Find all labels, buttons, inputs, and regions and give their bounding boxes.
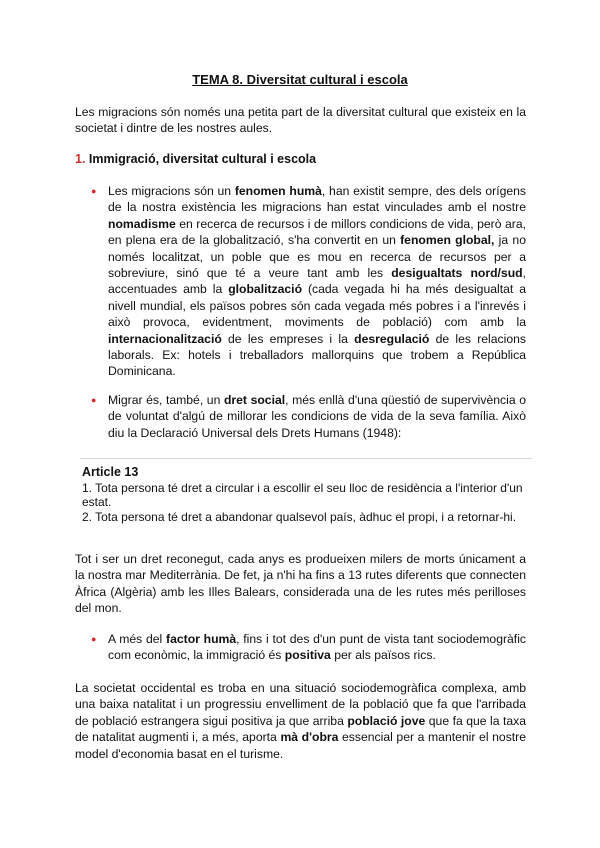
text-run: essencial per a mantenir el nostre model d'economia basat en el turisme.	[75, 730, 527, 761]
bold-run: fenomen global,	[400, 233, 495, 248]
article-13-excerpt	[80, 458, 532, 527]
article-line-2: 2. Tota persona té dret a abandonar qualsevol país, àdhuc el propi, i a retornar-hi.	[82, 510, 517, 524]
text-run: ja no només localitzat, un poble que es mou en recerca de recursos per a sobreviure, sinó que té a veure tant amb les	[108, 233, 526, 281]
bullet-paragraph-3	[108, 631, 526, 664]
bullet-paragraph-1	[108, 183, 526, 380]
bold-run: dret social	[223, 393, 286, 407]
bullet-icon: ●	[91, 186, 97, 196]
section-1-title: Immigració, diversitat cultural i escola	[88, 152, 317, 166]
bold-run: població jove	[347, 713, 426, 728]
text-run: en recerca de recursos i de millors condicions de vida, però ara, en plena era de la globalització, s'ha convertit en un	[108, 216, 526, 248]
text-run: , més enllà d'una qüestió de supervivència o de voluntat d'algú de millorar les condicions de vida de la seva família. Això diu la Declaració Universal dels Drets Humans (1948):	[108, 393, 526, 440]
article-title: Article 13	[82, 465, 139, 479]
section-1-number: 1.	[75, 152, 86, 166]
bold-run: nomadisme	[108, 216, 176, 231]
article-line-1: 1. Tota persona té dret a circular i a escollir el seu lloc de residència a l'interior d'un estat.	[82, 481, 523, 509]
document-title: TEMA 8. Diversitat cultural i escola	[192, 72, 408, 87]
text-run: La societat occidental es troba en una situació sociodemogràfica complexa, amb una baixa natalitat i un progressiu envelliment de la població que fa que l'arribada de població estrangera sigui positiva ja que arriba	[75, 681, 526, 728]
bold-run: positiva	[284, 648, 331, 663]
text-run: que fa que la taxa de natalitat augmenti i, a més, aporta	[75, 713, 526, 745]
bold-run: factor humà	[166, 632, 237, 646]
text-run: , fins i tot des d'un punt de vista tant sociodemogràfic com econòmic, la immigració és	[108, 632, 526, 663]
paragraph-2: Tot i ser un dret reconegut, cada anys es produeixen milers de morts únicament a la nostra mar Mediterrània. De fet, ja n'hi ha fins a 13 rutes diferents que connecten Àfrica (Algèria) amb les Illes Balears, considerada una de les rutes més perilloses del mon.	[75, 552, 526, 616]
paragraph-3	[75, 680, 526, 762]
text-run: A més del	[108, 632, 167, 646]
text-run: , accentuades amb la	[108, 266, 526, 297]
intro-paragraph: Les migracions són només una petita part de la diversitat cultural que existeix en la societat i dintre de les nostres aules.	[75, 105, 526, 136]
bold-run: globalització	[228, 282, 303, 297]
bullet-paragraph-2	[108, 392, 526, 441]
text-run: per als països rics.	[330, 648, 436, 663]
text-run: de les empreses i la	[221, 331, 355, 346]
bold-run: desigualtats nord/sud	[391, 266, 523, 281]
text-run: (cada vegada hi ha més desigualtat a nivell mundial, els països pobres són cada vegada més pobres i a l'inrevés i això provoca, evidentment, moviments de població) com amb la	[108, 282, 527, 330]
text-run: , han existit sempre, des dels orígens de la nostra existència les migracions han estat vinculades amb el nostre	[108, 184, 527, 215]
text-run: de les relacions laborals. Ex: hotels i treballadors mallorquins que trobem a República Dominicana.	[108, 331, 526, 379]
text-run: Les migracions són un	[108, 184, 235, 198]
bullet-icon: ●	[91, 395, 97, 405]
section-1-heading	[75, 152, 316, 166]
bold-run: fenomen humà	[234, 184, 322, 198]
bold-run: internacionalització	[108, 331, 222, 346]
text-run: Migrar és, també, un	[108, 393, 224, 407]
bold-run: mà d'obra	[280, 730, 339, 745]
bold-run: desregulació	[354, 331, 430, 346]
bullet-icon: ●	[91, 634, 97, 644]
